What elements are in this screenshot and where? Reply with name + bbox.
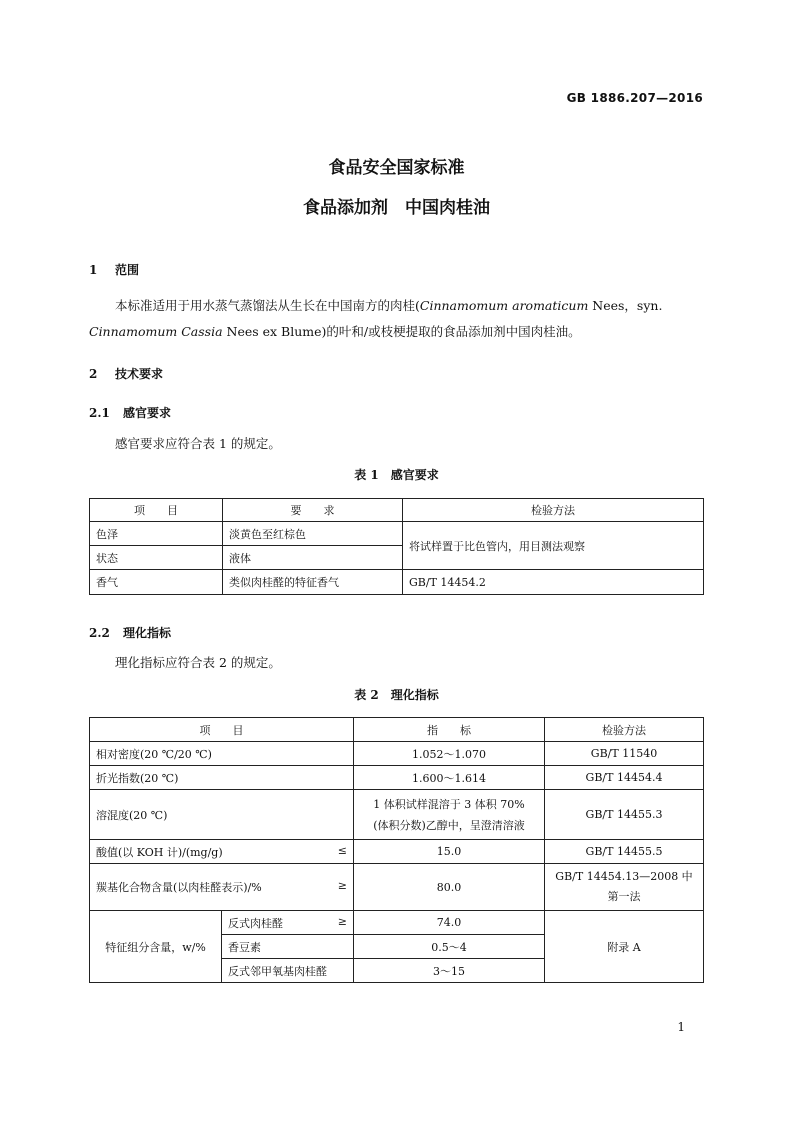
section-1-heading — [89, 261, 139, 278]
method-line: 第一法 — [607, 890, 641, 903]
section-title: 感官要求 — [123, 406, 172, 420]
header-cell: 要 求 — [223, 499, 403, 522]
limit-symbol: ≥ — [337, 914, 347, 928]
table-row — [90, 911, 704, 935]
value-line: 1 体积试样混溶于 3 体积 70% — [373, 797, 525, 811]
method-line: GB/T 14454.13—2008 中 — [555, 870, 693, 883]
main-title: 食品安全国家标准 — [328, 158, 465, 178]
table-header-row — [90, 499, 704, 522]
requirement-cell: 淡黄色至红棕色 — [223, 522, 403, 546]
method-cell: 附录 A — [545, 911, 704, 983]
section-text: 感官要求应符合表 1 的规定。 — [115, 436, 281, 451]
table-row — [90, 522, 704, 546]
table-row — [90, 766, 704, 790]
table-row — [90, 742, 704, 766]
item-cell — [90, 864, 354, 911]
item-label: 酸值(以 KOH 计)/(mg/g) — [96, 845, 223, 859]
value-cell: 80.0 — [354, 864, 545, 911]
section-title: 范围 — [115, 263, 140, 277]
item-label: 羰基化合物含量(以肉桂醛表示)/% — [96, 881, 262, 894]
section-2-1-text — [89, 431, 705, 457]
table-row — [90, 570, 704, 595]
item-cell: 相对密度(20 ℃/20 ℃) — [90, 742, 354, 766]
sub-item-cell — [222, 911, 354, 935]
header-cell: 检验方法 — [545, 718, 704, 742]
table-header-row — [90, 718, 704, 742]
header-cell: 指 标 — [354, 718, 545, 742]
section-2-2-heading — [89, 624, 171, 641]
section-number: 2.2 — [89, 626, 110, 640]
table-2-caption: 表 2 理化指标 — [354, 688, 439, 702]
method-cell: GB/T 14454.2 — [403, 570, 704, 595]
value-cell: 3～15 — [354, 959, 545, 983]
section-2-heading — [89, 365, 163, 382]
limit-symbol: ≥ — [337, 879, 347, 892]
item-cell: 香气 — [90, 570, 223, 595]
table-row — [90, 790, 704, 840]
scope-paragraph — [89, 293, 705, 345]
method-cell: GB/T 14455.3 — [545, 790, 704, 840]
item-cell — [90, 840, 354, 864]
method-cell: GB/T 14454.4 — [545, 766, 704, 790]
section-number: 1 — [89, 263, 98, 277]
value-cell: 1.052～1.070 — [354, 742, 545, 766]
section-title: 理化指标 — [123, 626, 172, 640]
latin-name-2: Cinnamomum Cassia — [89, 324, 223, 339]
method-cell: GB/T 11540 — [545, 742, 704, 766]
scope-text-b: Nees，syn. — [588, 298, 663, 313]
header-cell: 检验方法 — [403, 499, 704, 522]
method-cell: 将试样置于比色管内，用目测法观察 — [403, 522, 704, 570]
section-number: 2.1 — [89, 406, 110, 420]
sub-title: 食品添加剂 中国肉桂油 — [303, 198, 490, 218]
value-cell: 1.600～1.614 — [354, 766, 545, 790]
item-cell: 色泽 — [90, 522, 223, 546]
page-number: 1 — [677, 1020, 685, 1034]
scope-text-a: 本标准适用于用水蒸气蒸馏法从生长在中国南方的肉桂( — [115, 298, 420, 313]
table-row — [90, 864, 704, 911]
item-cell: 折光指数(20 ℃) — [90, 766, 354, 790]
sub-item-label: 反式肉桂醛 — [228, 916, 283, 930]
section-number: 2 — [89, 367, 98, 381]
group-label-cell: 特征组分含量，w/% — [90, 911, 222, 983]
scope-text-c: Nees ex Blume)的叶和/或枝梗提取的食品添加剂中国肉桂油。 — [222, 324, 581, 339]
value-line: (体积分数)乙醇中，呈澄清溶液 — [373, 818, 525, 832]
section-title: 技术要求 — [115, 367, 164, 381]
requirement-cell: 液体 — [223, 546, 403, 570]
table-1-sensory — [89, 498, 704, 595]
item-cell: 状态 — [90, 546, 223, 570]
value-cell: 74.0 — [354, 911, 545, 935]
method-cell — [545, 864, 704, 911]
item-cell: 溶混度(20 ℃) — [90, 790, 354, 840]
sub-item-cell: 香豆素 — [222, 935, 354, 959]
sub-item-cell: 反式邻甲氧基肉桂醛 — [222, 959, 354, 983]
limit-symbol: ≤ — [337, 843, 347, 857]
section-text: 理化指标应符合表 2 的规定。 — [115, 655, 281, 670]
latin-name-1: Cinnamomum aromaticum — [419, 298, 589, 313]
header-cell: 项 目 — [90, 718, 354, 742]
table-1-caption: 表 1 感官要求 — [354, 468, 439, 482]
header-cell: 项 目 — [90, 499, 223, 522]
section-2-2-text — [89, 650, 705, 676]
method-cell: GB/T 14455.5 — [545, 840, 704, 864]
value-cell: 15.0 — [354, 840, 545, 864]
value-cell — [354, 790, 545, 840]
table-row — [90, 840, 704, 864]
section-2-1-heading — [89, 404, 171, 421]
document-code: GB 1886.207—2016 — [566, 91, 703, 105]
value-cell: 0.5～4 — [354, 935, 545, 959]
requirement-cell: 类似肉桂醛的特征香气 — [223, 570, 403, 595]
table-2-physicochemical — [89, 717, 704, 983]
